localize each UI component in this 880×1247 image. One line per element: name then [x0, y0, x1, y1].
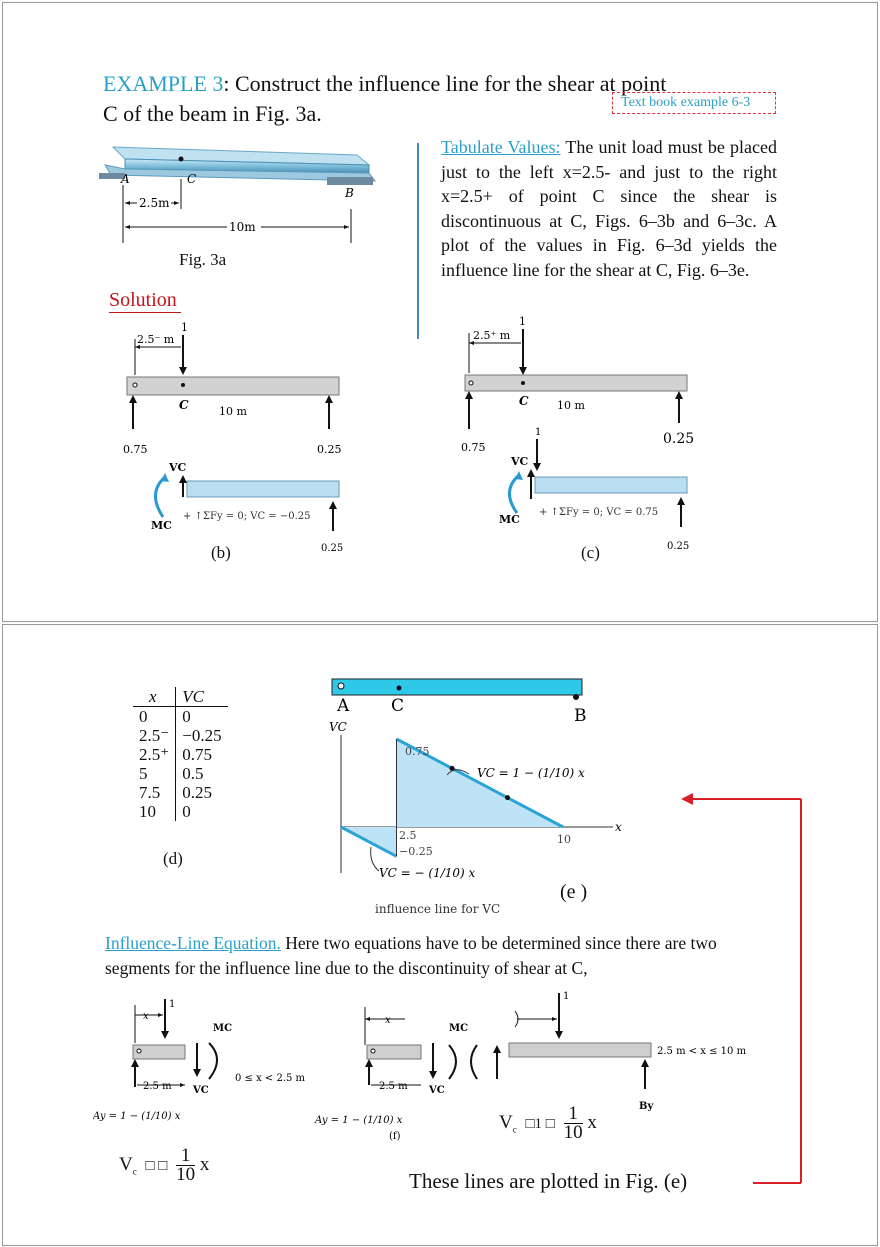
ile-paragraph: Influence-Line Equation. Here two equations have to be determined since there are two segments for the influence line due to the discontinuity of shear at C,: [105, 933, 717, 978]
ile-heading: Influence-Line Equation.: [105, 933, 281, 953]
fbd-left-mc: MC: [213, 1023, 233, 1034]
textbook-note: Text book example 6-3: [612, 92, 776, 114]
example-title-line2: C of the beam in Fig. 3a.: [103, 101, 322, 126]
values-table: [133, 687, 228, 821]
example-title: EXAMPLE 3: Construct the influence line for the shear at point: [103, 71, 667, 96]
label-2-5: 2.5: [399, 829, 417, 842]
table-header-vc: VC: [182, 687, 204, 706]
tabulate-heading: Tabulate Values:: [441, 137, 561, 157]
equation-lower: VC = − (1/10) x: [379, 866, 476, 880]
data-point: [505, 795, 510, 800]
beam-label-b: B: [574, 706, 587, 726]
tabulate-paragraph: Tabulate Values: The unit load must be placed just to the left x=2.5- and just to the right x=2.5+ of point C since the shear is discontinuous at C, Figs. 6–3b and 6–3c. A plot of the values in Fig. 6–3d yields the influence line for the shear at C, Fig. 6–3e.: [441, 137, 777, 280]
figure-3a: [95, 139, 395, 289]
fbd-left-dim: 2.5 m: [143, 1081, 172, 1092]
fbd-left-range: 0 ≤ x < 2.5 m: [235, 1073, 306, 1084]
fig-b-label-c: C: [179, 398, 189, 412]
divider-line: [417, 143, 419, 339]
fig3a-dim-ab: 10m: [229, 220, 256, 234]
axis-label-vc: VC: [329, 720, 347, 734]
fbd-right-x: x: [385, 1015, 391, 1026]
table-row: 7.5 0.25: [133, 783, 228, 802]
beam-label-c: C: [391, 696, 405, 716]
fbd-left-x: x: [143, 1011, 149, 1022]
fig-c-ra: 0.75: [461, 441, 486, 454]
fig-b-rb: 0.25: [317, 443, 342, 456]
equation-upper: VC = 1 − (1/10) x: [477, 766, 585, 780]
fig3a-caption: Fig. 3a: [179, 250, 227, 269]
fig3a-label-c: C: [187, 172, 197, 186]
slide-1: [2, 2, 878, 622]
beam-roller-b: [573, 694, 579, 700]
fig-c-load: 1: [519, 315, 526, 328]
fig-b-mc: MC: [151, 519, 172, 532]
beam-bar: [332, 679, 582, 695]
fbd-right-load: 1: [563, 991, 570, 1002]
fbd-left-vc: VC: [193, 1085, 209, 1096]
table-row: 5 0.5: [133, 764, 228, 783]
fbd-right-by: By: [639, 1101, 654, 1112]
table-caption: (d): [163, 849, 183, 868]
table-row: 0 0: [133, 707, 228, 727]
fbd-left-ay: Ay = 1 − (1/10) x: [93, 1111, 181, 1122]
table-header-x: x: [133, 687, 176, 707]
fig-b-caption: (b): [211, 543, 231, 562]
fig-c-span: 10 m: [557, 399, 585, 412]
fig3a-label-b: B: [345, 186, 354, 200]
beam-pin-a: [338, 683, 344, 689]
beam-point-c: [397, 686, 402, 691]
fig-b-load: 1: [181, 321, 188, 334]
fig-e-label: (e ): [560, 881, 588, 903]
fig-c-dim: 2.5⁺ m: [473, 329, 511, 342]
fbd-right-ay: Ay = 1 − (1/10) x: [315, 1115, 403, 1126]
table-row: 10 0: [133, 802, 228, 821]
label-neg-025: −0.25: [399, 845, 433, 858]
fig-b-rb2: 0.25: [321, 543, 344, 554]
equation-left-fraction: $\frac{1}{10}$: [176, 1145, 196, 1185]
fig-c-caption: (c): [581, 543, 600, 562]
label-075: 0.75: [405, 745, 430, 758]
fig-c-vc: VC: [511, 455, 529, 468]
slide-2: [2, 624, 878, 1246]
table-row: 2.5⁺ 0.75: [133, 745, 228, 764]
fbd-right-range: 2.5 m < x ≤ 10 m: [657, 1046, 747, 1057]
plotted-note: These lines are plotted in Fig. (e): [409, 1169, 688, 1193]
fbd-left-load: 1: [169, 999, 176, 1010]
fbd-right-fig: (f): [389, 1131, 401, 1142]
fig-c-mc: MC: [499, 513, 520, 526]
fig-c-rb2: 0.25: [667, 541, 690, 552]
fig-c-load2: 1: [535, 427, 542, 438]
fig-b-equation: + ↑ΣFy = 0; VC = −0.25: [183, 511, 311, 522]
fig-b-span: 10 m: [219, 405, 247, 418]
equation-right-fraction: $\frac{1}{10}$: [563, 1103, 583, 1143]
figure-b: [115, 317, 355, 557]
influence-caption: influence line for VC: [375, 902, 501, 916]
fig-b-dim: 2.5⁻ m: [137, 333, 175, 346]
example-label: EXAMPLE 3: [103, 71, 224, 96]
fig-c-label-c: C: [519, 394, 529, 408]
label-10: 10: [557, 833, 571, 846]
equation-right: $V_c$ □1 □ $\frac{1}{10}$ x: [499, 1103, 597, 1143]
fbd-right-vc: VC: [429, 1085, 445, 1096]
values-table-grid: [133, 687, 228, 821]
fbd-right-mc: MC: [449, 1023, 469, 1034]
equation-left: $V_c$ □ □ $\frac{1}{10}$ x: [119, 1145, 210, 1185]
fig3a-label-a: A: [121, 172, 130, 186]
fig-c-equation: + ↑ΣFy = 0; VC = 0.75: [539, 507, 659, 518]
fig-b-ra: 0.75: [123, 443, 148, 456]
solution-label: Solution: [109, 289, 181, 313]
fig-b-vc: VC: [169, 461, 187, 474]
beam-label-a: A: [337, 696, 350, 716]
fbd-left: [93, 995, 343, 1145]
table-row: 2.5⁻ −0.25: [133, 726, 228, 745]
fbd-right-dim: 2.5 m: [379, 1081, 408, 1092]
axis-label-x: x: [615, 820, 622, 834]
fig3a-dim-ac: 2.5m: [139, 196, 170, 210]
fig-c-rb: 0.25: [663, 431, 695, 447]
figure-c: [453, 311, 703, 557]
